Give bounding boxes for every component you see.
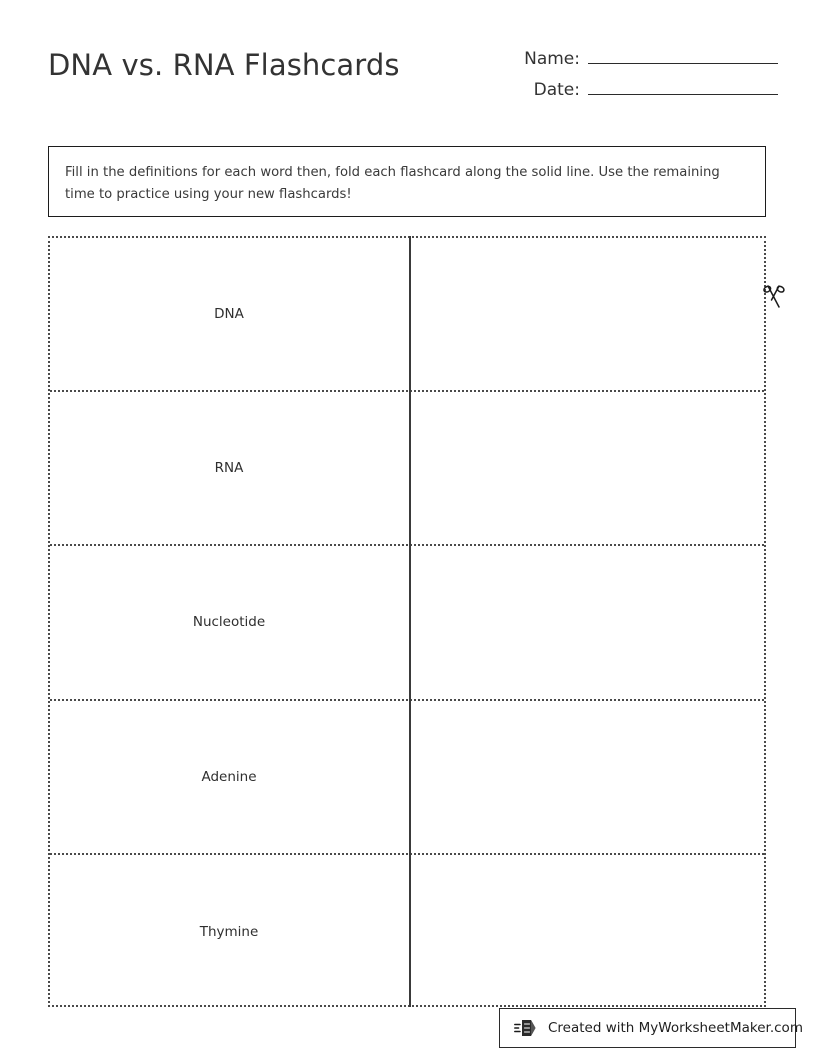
instructions-box (48, 146, 766, 217)
flashcard-definition-cell[interactable] (408, 855, 764, 1009)
scissors-icon (762, 280, 788, 314)
table-row (50, 701, 764, 855)
flashcard-term: DNA (214, 306, 244, 323)
flashcard-table (48, 236, 766, 1007)
flashcard-definition-cell[interactable] (408, 392, 764, 544)
table-row (50, 855, 764, 1009)
instructions-text: Fill in the definitions for each word then, fold each flashcard along the solid line. Use the remaining time to practice using your new flashcards! (65, 165, 720, 202)
date-field-row (498, 77, 778, 108)
worksheet-header (0, 0, 816, 130)
name-label: Name: (524, 49, 580, 69)
flashcard-term: Nucleotide (192, 614, 266, 631)
flashcard-term-cell (50, 546, 408, 698)
flashcard-term-cell (50, 855, 408, 1009)
flashcard-term: Thymine (199, 923, 259, 940)
flashcard-term-cell (50, 392, 408, 544)
flashcard-term: RNA (214, 460, 244, 477)
date-input-line[interactable] (588, 77, 778, 95)
table-row (50, 546, 764, 700)
flashcard-term-cell (50, 701, 408, 853)
myworksheetmaker-logo-icon (514, 1016, 540, 1040)
footer-credit-text: Created with MyWorksheetMaker.com (548, 1020, 803, 1036)
flashcard-definition-cell[interactable] (408, 238, 764, 390)
table-row (50, 392, 764, 546)
date-label: Date: (533, 80, 580, 100)
name-input-line[interactable] (588, 46, 778, 64)
page-title: DNA vs. RNA Flashcards (48, 48, 400, 82)
flashcard-definition-cell[interactable] (408, 701, 764, 853)
flashcard-definition-cell[interactable] (408, 546, 764, 698)
table-row (50, 238, 764, 392)
name-field-row (498, 46, 778, 77)
flashcard-term-cell (50, 238, 408, 390)
footer-credit-badge[interactable] (499, 1008, 803, 1048)
name-date-block (498, 46, 778, 108)
flashcard-term: Adenine (201, 768, 257, 785)
fold-line (409, 236, 411, 1007)
